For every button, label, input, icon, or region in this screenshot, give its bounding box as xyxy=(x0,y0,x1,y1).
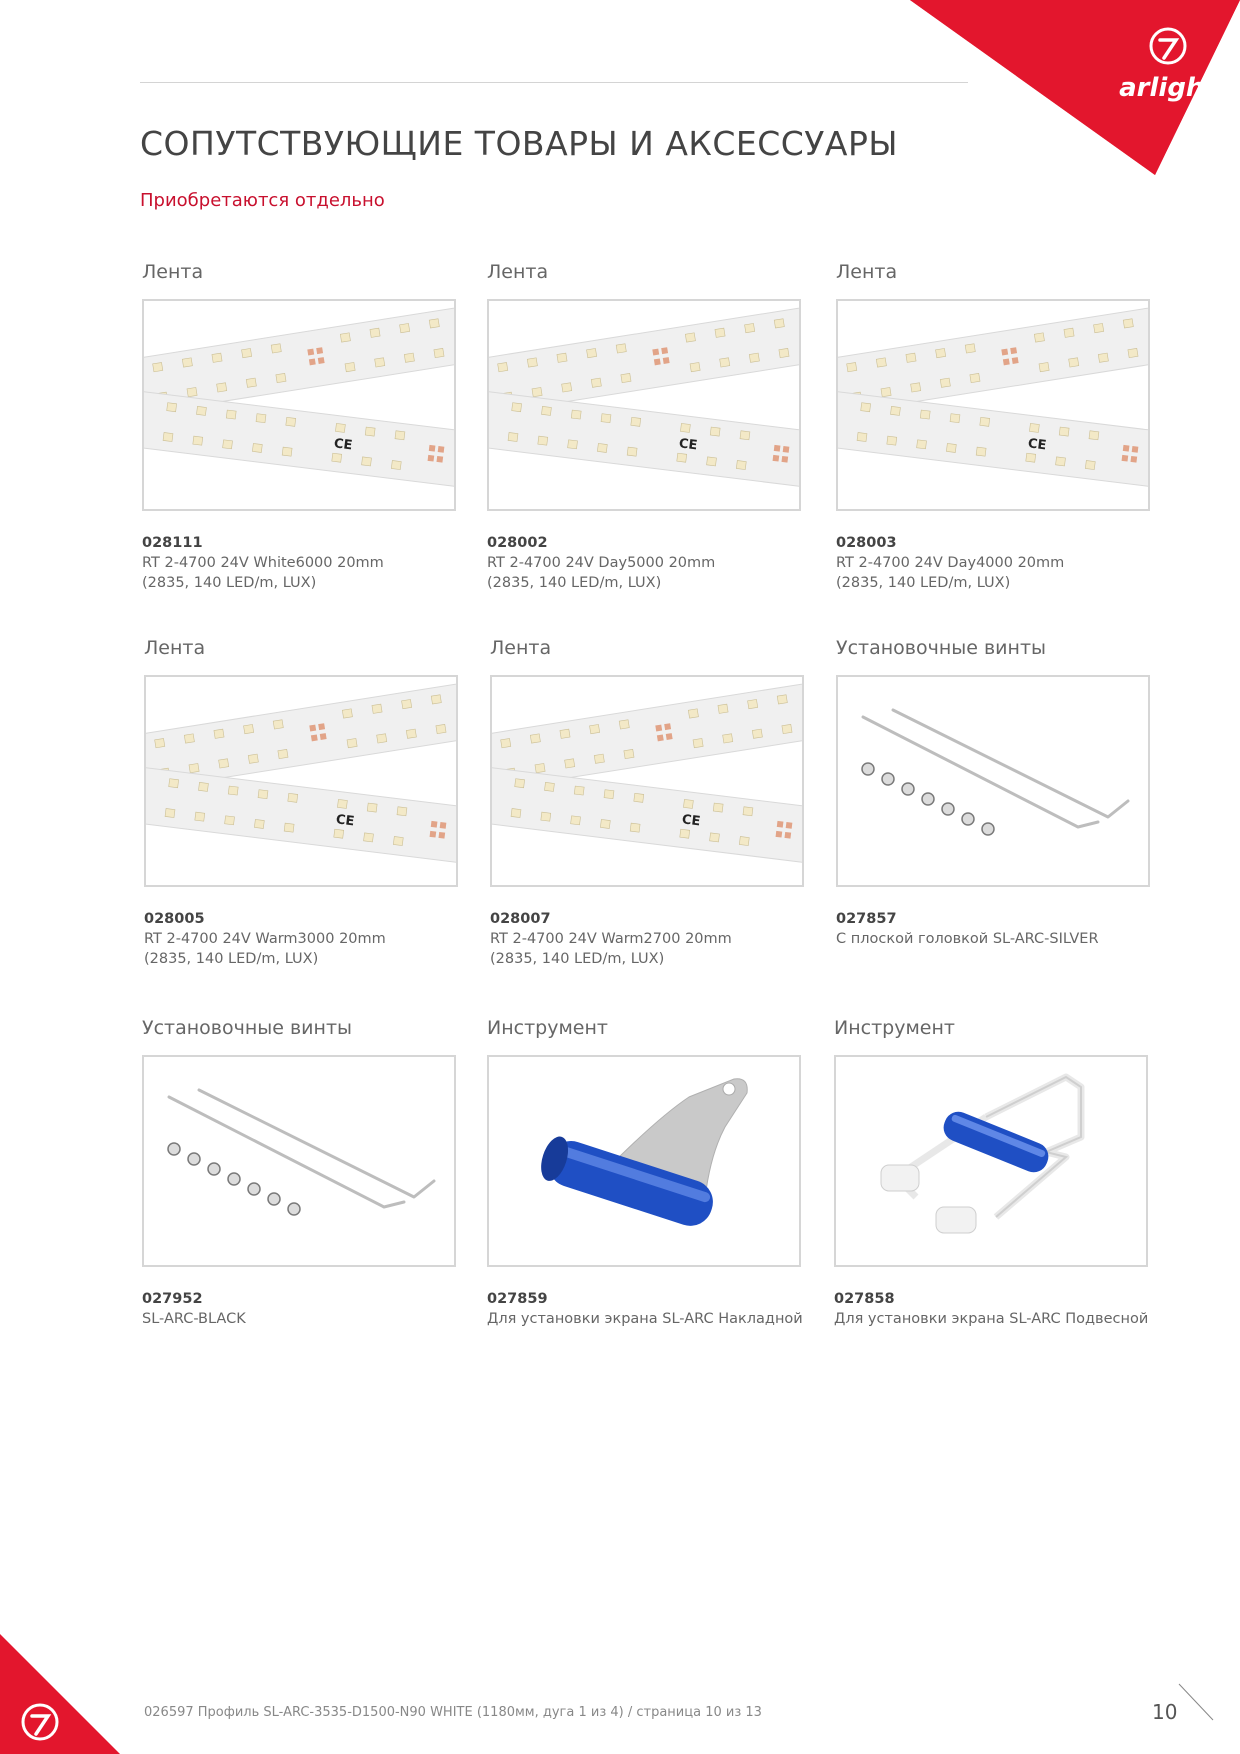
led-strip-illustration xyxy=(838,301,1148,509)
brand-corner-bottom xyxy=(0,1614,120,1754)
product-card[interactable] xyxy=(490,633,806,969)
product-description: SL-ARC-BLACK xyxy=(142,1311,246,1327)
product-category: Лента xyxy=(142,261,204,283)
product-code: 028002 xyxy=(487,535,548,551)
product-description: С плоской головкой SL-ARC-SILVER xyxy=(836,931,1099,947)
product-category: Установочные винты xyxy=(142,1017,353,1039)
screws-black-illustration xyxy=(144,1057,454,1265)
product-description: RT 2-4700 24V White6000 20mm xyxy=(142,555,384,571)
product-card[interactable] xyxy=(142,1013,458,1329)
led-strip-image xyxy=(142,299,456,511)
product-card[interactable] xyxy=(487,1013,803,1329)
product-description: Для установки экрана SL-ARC Накладной xyxy=(487,1311,803,1327)
product-code: 027952 xyxy=(142,1291,203,1307)
screws-image xyxy=(142,1055,456,1267)
product-category: Установочные винты xyxy=(836,637,1047,659)
product-description: Для установки экрана SL-ARC Подвесной xyxy=(834,1311,1149,1327)
page-subtitle: Приобретаются отдельно xyxy=(140,190,385,211)
led-strip-image xyxy=(144,675,458,887)
product-spec: (2835, 140 LED/m, LUX) xyxy=(144,951,319,967)
product-card[interactable] xyxy=(144,633,460,969)
page-title: СОПУТСТВУЮЩИЕ ТОВАРЫ И АКСЕССУАРЫ xyxy=(140,124,899,163)
led-strip-illustration xyxy=(489,301,799,509)
product-card[interactable] xyxy=(142,257,458,593)
product-category: Инструмент xyxy=(834,1017,955,1039)
screws-image xyxy=(836,675,1150,887)
led-strip-image xyxy=(490,675,804,887)
product-category: Лента xyxy=(487,261,549,283)
page-number-slash xyxy=(1175,1682,1215,1722)
led-strip-illustration xyxy=(492,677,802,885)
product-description: RT 2-4700 24V Day5000 20mm xyxy=(487,555,716,571)
product-card[interactable] xyxy=(487,257,803,593)
product-description: RT 2-4700 24V Day4000 20mm xyxy=(836,555,1065,571)
product-code: 027858 xyxy=(834,1291,895,1307)
brand-name: arlight xyxy=(1119,73,1217,103)
roller-tool-image xyxy=(834,1055,1148,1267)
screws-silver-illustration xyxy=(838,677,1148,885)
product-code: 028111 xyxy=(142,535,203,551)
product-code: 028007 xyxy=(490,911,551,927)
brand-corner-logo xyxy=(910,0,1240,175)
product-card[interactable] xyxy=(834,1013,1150,1329)
product-category: Лента xyxy=(144,637,206,659)
led-strip-illustration xyxy=(146,677,456,885)
product-code: 028005 xyxy=(144,911,205,927)
footer-document-reference: 026597 Профиль SL-ARC-3535-D1500-N90 WHITE (1180мм, дуга 1 из 4) / страница 10 из 13 xyxy=(144,1705,762,1720)
product-code: 027857 xyxy=(836,911,897,927)
roller-tool-image xyxy=(487,1055,801,1267)
product-spec: (2835, 140 LED/m, LUX) xyxy=(836,575,1011,591)
product-category: Инструмент xyxy=(487,1017,608,1039)
product-description: RT 2-4700 24V Warm2700 20mm xyxy=(490,931,732,947)
product-card[interactable] xyxy=(836,633,1152,949)
product-category: Лента xyxy=(490,637,552,659)
led-strip-illustration xyxy=(144,301,454,509)
product-category: Лента xyxy=(836,261,898,283)
product-code: 027859 xyxy=(487,1291,548,1307)
led-strip-image xyxy=(487,299,801,511)
led-strip-image xyxy=(836,299,1150,511)
header-divider xyxy=(140,82,968,83)
roller-frame-illustration xyxy=(836,1057,1146,1265)
roller-plate-illustration xyxy=(489,1057,799,1265)
product-card[interactable] xyxy=(836,257,1152,593)
product-spec: (2835, 140 LED/m, LUX) xyxy=(487,575,662,591)
product-code: 028003 xyxy=(836,535,897,551)
product-spec: (2835, 140 LED/m, LUX) xyxy=(490,951,665,967)
product-description: RT 2-4700 24V Warm3000 20mm xyxy=(144,931,386,947)
product-spec: (2835, 140 LED/m, LUX) xyxy=(142,575,317,591)
page-number: 10 xyxy=(1152,1700,1178,1724)
